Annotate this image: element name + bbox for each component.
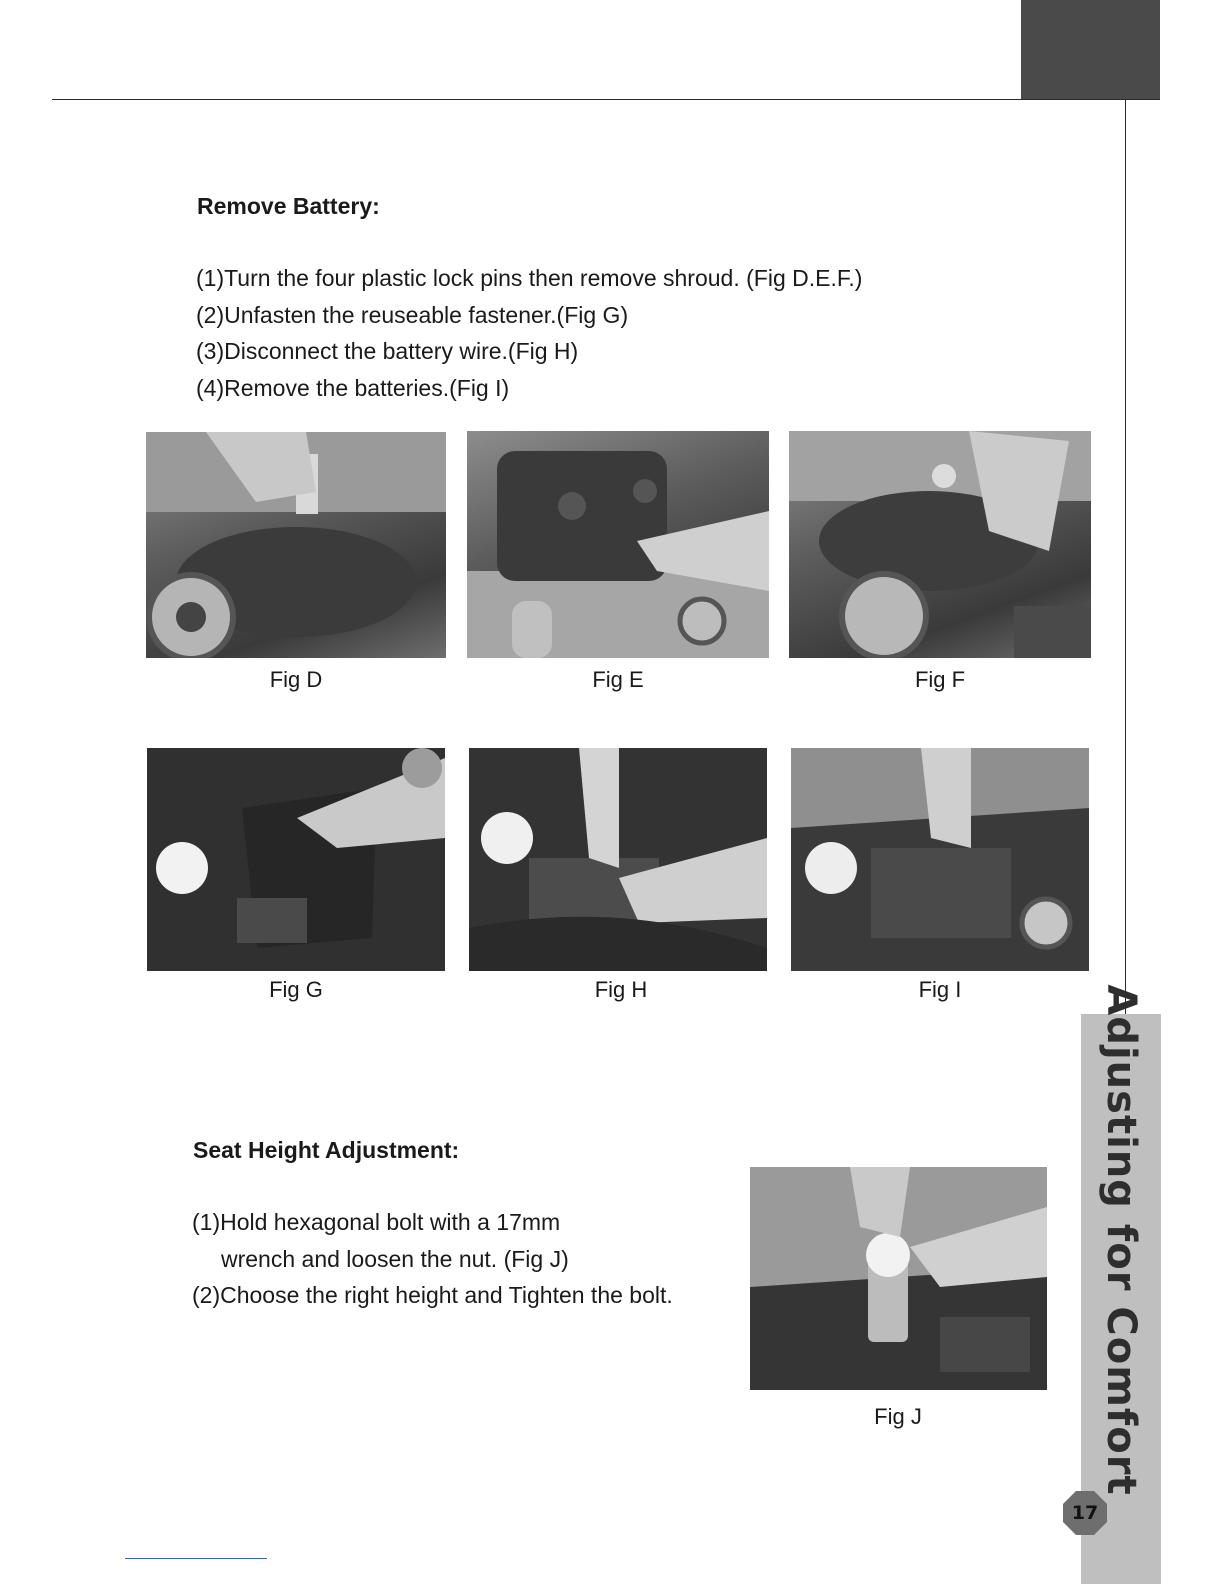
caption-fig-g: Fig G <box>269 977 323 1002</box>
caption-fig-h: Fig H <box>594 977 648 1002</box>
photo-fig-i <box>791 748 1089 971</box>
remove-battery-step-4: (4)Remove the batteries.(Fig I) <box>196 374 510 401</box>
caption-fig-e: Fig E <box>592 667 644 692</box>
seat-height-heading: Seat Height Adjustment: <box>193 1137 460 1163</box>
footer-link-underline <box>125 1558 267 1559</box>
header-corner-block <box>1021 0 1160 99</box>
right-margin-rule <box>1125 99 1126 1014</box>
seat-height-step-1-continued: wrench and loosen the nut. (Fig J) <box>221 1245 569 1272</box>
remove-battery-steps <box>196 260 862 406</box>
remove-battery-step-3: (3)Disconnect the battery wire.(Fig H) <box>196 338 579 364</box>
photo-fig-h <box>469 748 767 971</box>
caption-fig-i: Fig I <box>918 977 962 1002</box>
remove-battery-step-2: (2)Unfasten the reuseable fastener.(Fig G) <box>196 301 629 328</box>
seat-height-step-1: (1)Hold hexagonal bolt with a 17mm <box>192 1209 561 1235</box>
caption-fig-f: Fig F <box>914 667 966 692</box>
seat-height-steps <box>192 1204 673 1314</box>
photo-fig-e <box>467 431 769 658</box>
photo-fig-f <box>789 431 1091 658</box>
photo-fig-g <box>147 748 445 971</box>
remove-battery-heading: Remove Battery: <box>197 193 380 219</box>
caption-fig-j: Fig J <box>874 1404 922 1429</box>
photo-fig-j <box>750 1167 1047 1390</box>
photo-fig-d <box>146 432 446 658</box>
remove-battery-step-1: (1)Turn the four plastic lock pins then remove shroud. (Fig D.E.F.) <box>196 265 863 291</box>
caption-fig-d: Fig D <box>269 667 323 692</box>
seat-height-step-2: (2)Choose the right height and Tighten the bolt. <box>192 1282 673 1308</box>
page-number: 17 <box>1071 1502 1099 1524</box>
header-rule <box>52 99 1160 100</box>
section-side-tab-label: Adjusting for Comfort <box>1098 984 1144 1496</box>
page-number-badge <box>1062 1490 1108 1536</box>
